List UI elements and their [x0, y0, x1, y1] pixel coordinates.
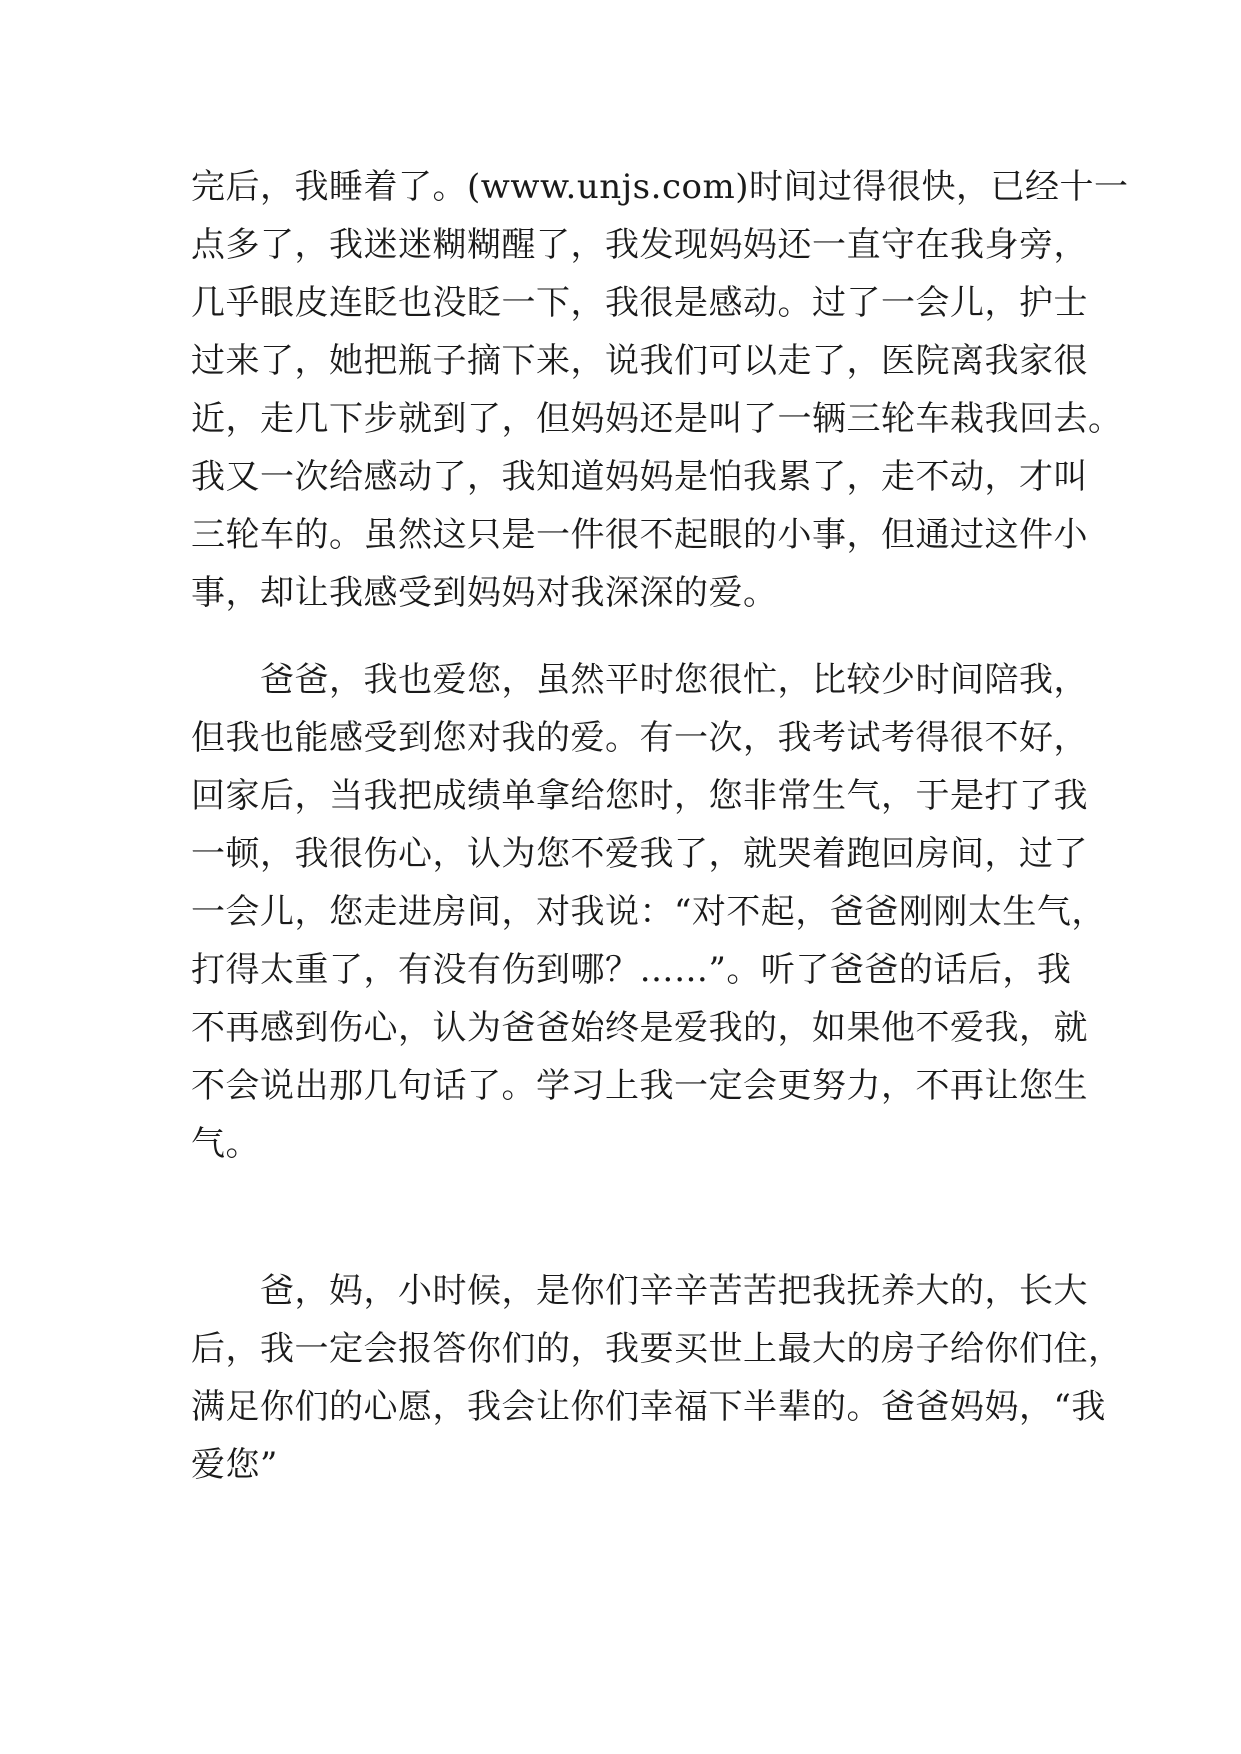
text-line: 三轮车的。虽然这只是一件很不起眼的小事，但通过这件小	[191, 515, 1088, 555]
text-line: 我又一次给感动了，我知道妈妈是怕我累了，走不动，才叫	[191, 457, 1088, 497]
text-line: 几乎眼皮连眨也没眨一下，我很是感动。过了一会儿，护士	[191, 283, 1088, 323]
text-line: 不再感到伤心，认为爸爸始终是爱我的，如果他不爱我，就	[191, 1008, 1088, 1048]
text-line: 点多了，我迷迷糊糊醒了，我发现妈妈还一直守在我身旁，	[191, 225, 1088, 265]
text-line: 后，我一定会报答你们的，我要买世上最大的房子给你们住，	[191, 1329, 1123, 1369]
text-line: 一会儿，您走进房间，对我说：“对不起，爸爸刚刚太生气，	[191, 892, 1106, 932]
text-line: 过来了，她把瓶子摘下来，说我们可以走了，医院离我家很	[191, 341, 1088, 381]
text-line: 近，走几下步就到了，但妈妈还是叫了一辆三轮车栽我回去。	[191, 399, 1123, 439]
text-line: 爸，妈，小时候，是你们辛辛苦苦把我抚养大的，长大	[191, 1271, 1088, 1311]
text-line: 事，却让我感受到妈妈对我深深的爱。	[191, 573, 778, 613]
text-line: 爱您”	[191, 1445, 278, 1485]
paragraph-3	[191, 1262, 1123, 1494]
text-line: 回家后，当我把成绩单拿给您时，您非常生气，于是打了我	[191, 776, 1088, 816]
text-line: 气。	[191, 1124, 260, 1164]
text-line: 但我也能感受到您对我的爱。有一次，我考试考得很不好，	[191, 718, 1088, 758]
text-line: 爸爸，我也爱您，虽然平时您很忙，比较少时间陪我，	[191, 660, 1088, 700]
text-line: 一顿，我很伤心，认为您不爱我了，就哭着跑回房间，过了	[191, 834, 1088, 874]
paragraph-1	[191, 158, 1129, 622]
text-line: 满足你们的心愿，我会让你们幸福下半辈的。爸爸妈妈，“我	[191, 1387, 1106, 1427]
text-line: 打得太重了，有没有伤到哪？……”。听了爸爸的话后，我	[191, 950, 1072, 990]
text-line: 不会说出那几句话了。学习上我一定会更努力，不再让您生	[191, 1066, 1088, 1106]
paragraph-2	[191, 651, 1106, 1173]
text-line: 完后，我睡着了。(www.unjs.com)时间过得很快，已经十一	[191, 167, 1129, 207]
